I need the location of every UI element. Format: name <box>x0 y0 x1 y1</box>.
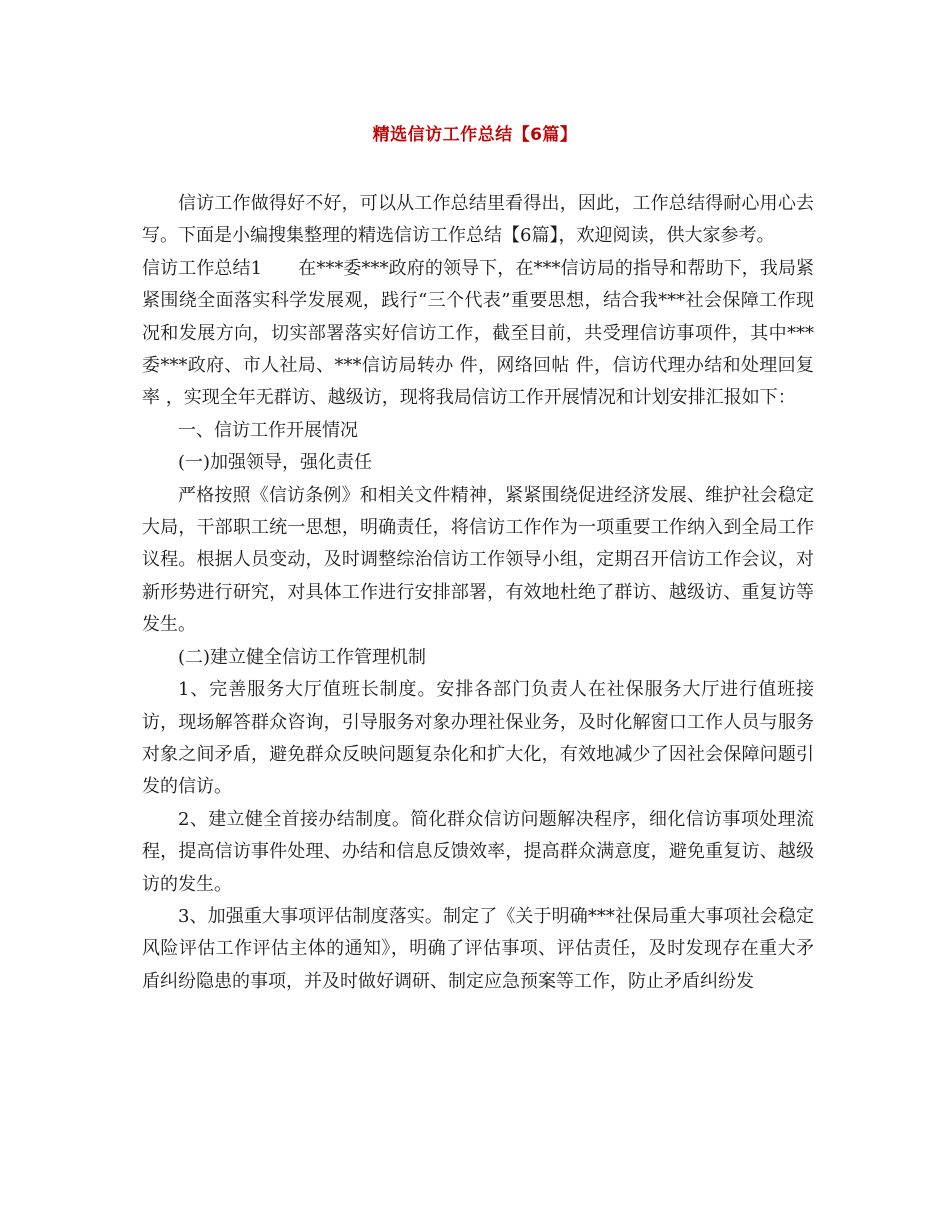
section-1-text: 在***委***政府的领导下，在***信访局的指导和帮助下，我局紧紧围绕全面落实科学发展观，践行“三个代表”重要思想，结合我***社会保障工作现况和发展方向，切实部署落实好信访工作，截至目前，共受理信访事项件，其中***委***政府、市人社局、***信访局转办 件，网络回帖 件，信访代理办结和处理回复率 ，实现全年无群访、越级访，现将我局信访工作开展情况和计划安排汇报如下： <box>142 257 815 409</box>
paragraph-2: 1、完善服务大厅值班长制度。安排各部门负责人在社保服务大厅进行值班接访，现场解答群众咨询，引导服务对象办理社保业务，及时化解窗口工作人员与服务对象之间矛盾，避免群众反映问题复杂化和扩大化，有效地减少了因社会保障问题引发的信访。 <box>142 679 814 798</box>
section-1-paragraph <box>142 253 814 415</box>
document-body <box>142 188 814 998</box>
page-title: 精选信访工作总结【6篇】 <box>372 125 578 145</box>
heading-1: 一、信访工作开展情况 <box>178 419 358 441</box>
paragraph-1: 严格按照《信访条例》和相关文件精神，紧紧围绕促进经济发展、维护社会稳定大局，干部职工统一思想，明确责任，将信访工作作为一项重要工作纳入到全局工作议程。根据人员变动，及时调整综治信访工作领导小组，定期召开信访工作会议，对新形势进行研究，对具体工作进行安排部署，有效地杜绝了群访、越级访、重复访等发生。 <box>142 484 814 636</box>
paragraph-4: 3、加强重大事项评估制度落实。制定了《关于明确***社保局重大事项社会稳定风险评估工作评估主体的通知》，明确了评估事项、评估责任，及时发现存在重大矛盾纠纷隐患的事项，并及时做好调研、制定应急预案等工作，防止矛盾纠纷发 <box>142 905 814 992</box>
section-1-label: 信访工作总结1 <box>142 257 263 279</box>
paragraph-3: 2、建立健全首接办结制度。简化群众信访问题解决程序，细化信访事项处理流程，提高信访事件处理、办结和信息反馈效率，提高群众满意度，避免重复访、越级访的发生。 <box>142 808 814 895</box>
intro-paragraph: 信访工作做得好不好，可以从工作总结里看得出，因此，工作总结得耐心用心去写。下面是小编搜集整理的精选信访工作总结【6篇】，欢迎阅读，供大家参考。 <box>142 193 814 247</box>
heading-1-1: (一)加强领导，强化责任 <box>178 452 373 474</box>
heading-1-2: (二)建立健全信访工作管理机制 <box>178 646 427 668</box>
